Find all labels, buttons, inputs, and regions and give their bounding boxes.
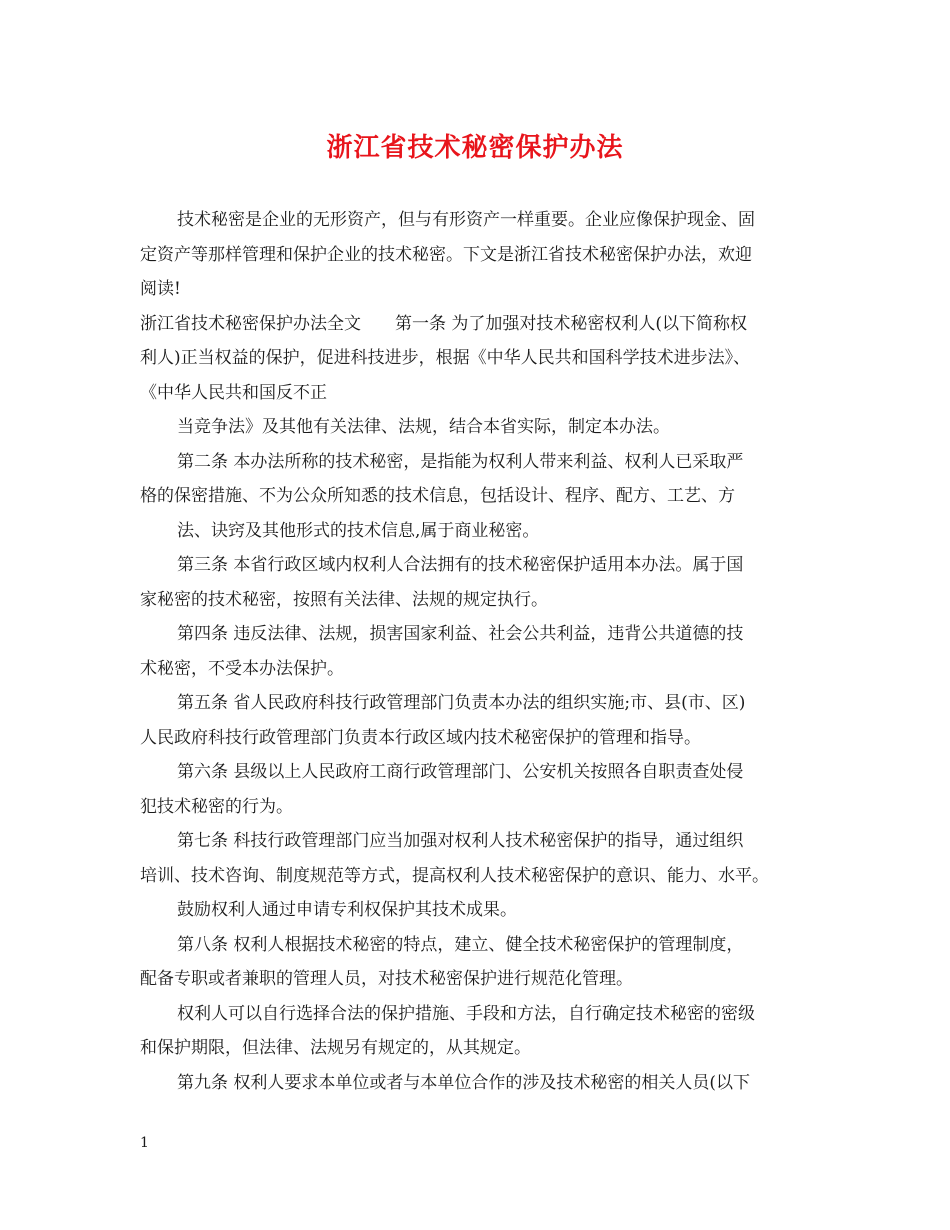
document-body	[140, 203, 820, 1100]
text-line: 浙江省技术秘密保护办法全文 第一条 为了加强对技术秘密权利人(以下简称权	[140, 313, 748, 334]
text-line: 配备专职或者兼职的管理人员，对技术秘密保护进行规范化管理。	[140, 969, 633, 989]
text-line: 法、诀窍及其他形式的技术信息,属于商业秘密。	[177, 520, 540, 541]
text-line: 第六条 县级以上人民政府工商行政管理部门、公安机关按照各自职责查处侵	[177, 762, 744, 782]
text-line: 阅读!	[140, 279, 181, 299]
text-line: 权利人可以自行选择合法的保护措施、手段和方法，自行确定技术秘密的密级	[177, 1003, 755, 1024]
text-line: 第五条 省人民政府科技行政管理部门负责本办法的组织实施;市、县(市、区)	[177, 693, 746, 713]
text-line: 培训、技术咨询、制度规范等方式，提高权利人技术秘密保护的意识、能力、水平。	[140, 865, 769, 886]
text-line: 和保护期限，但法律、法规另有规定的，从其规定。	[140, 1038, 531, 1058]
text-line: 人民政府科技行政管理部门负责本行政区域内技术秘密保护的管理和指导。	[140, 727, 701, 748]
text-line: 《中华人民共和国反不正	[140, 382, 327, 403]
text-line: 第九条 权利人要求本单位或者与本单位合作的涉及技术秘密的相关人员(以下	[177, 1072, 751, 1093]
text-line: 当竞争法》及其他有关法律、法规，结合本省实际，制定本办法。	[177, 417, 670, 437]
text-line: 技术秘密是企业的无形资产，但与有形资产一样重要。企业应像保护现金、固	[177, 210, 755, 230]
text-line: 第八条 权利人根据技术秘密的特点，建立、健全技术秘密保护的管理制度，	[177, 934, 744, 955]
text-line: 第四条 违反法律、法规，损害国家利益、社会公共利益，违背公共道德的技	[177, 624, 744, 644]
text-line: 鼓励权利人通过申请专利权保护其技术成果。	[177, 900, 517, 920]
text-line: 格的保密措施、不为公众所知悉的技术信息，包括设计、程序、配方、工艺、方	[140, 486, 735, 506]
text-line: 术秘密，不受本办法保护。	[140, 658, 344, 679]
text-line: 定资产等那样管理和保护企业的技术秘密。下文是浙江省技术秘密保护办法，欢迎	[140, 244, 752, 265]
document-title: 浙江省技术秘密保护办法	[326, 133, 624, 163]
text-line: 第三条 本省行政区域内权利人合法拥有的技术秘密保护适用本办法。属于国	[177, 555, 744, 575]
text-line: 利人)正当权益的保护，促进科技进步，根据《中华人民共和国科学技术进步法》、	[140, 348, 751, 368]
text-line: 犯技术秘密的行为。	[140, 796, 293, 817]
page-number: 1	[140, 1135, 149, 1151]
text-line: 家秘密的技术秘密，按照有关法律、法规的规定执行。	[140, 589, 548, 610]
text-line: 第七条 科技行政管理部门应当加强对权利人技术秘密保护的指导，通过组织	[177, 831, 744, 851]
text-line: 第二条 本办法所称的技术秘密，是指能为权利人带来利益、权利人已采取严	[177, 451, 744, 472]
